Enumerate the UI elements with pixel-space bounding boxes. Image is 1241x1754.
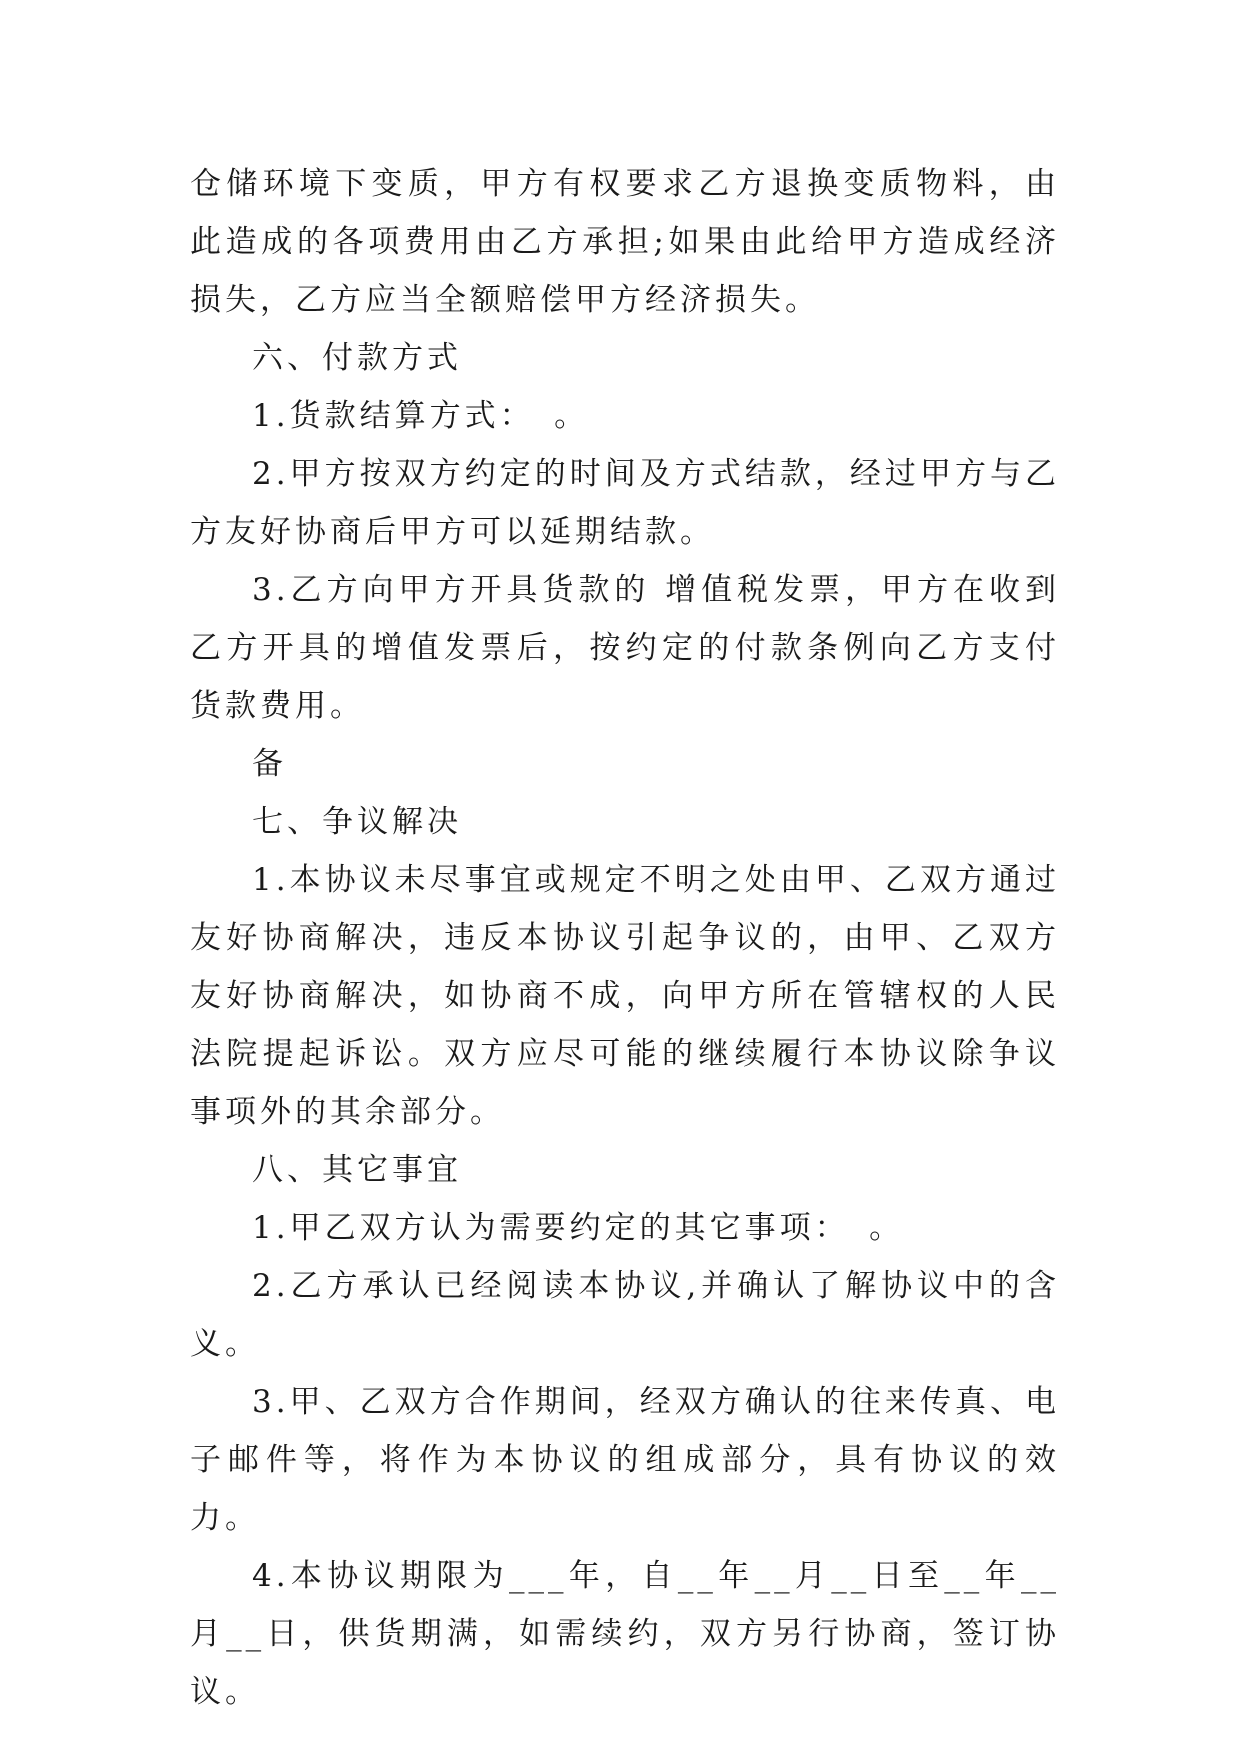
section-8-heading: 八、其它事宜: [252, 1152, 462, 1188]
section-8-item-1: 1.甲乙双方认为需要约定的其它事项： 。: [252, 1210, 905, 1246]
note-paragraph: 备: [252, 746, 287, 782]
document-body: [190, 155, 1060, 1721]
section-6-item-1: 1.货款结算方式： 。: [252, 398, 590, 434]
section-7-heading: 七、争议解决: [252, 804, 462, 840]
section-8-item-3: 3.甲、乙双方合作期间，经双方确认的往来传真、电子邮件等，将作为本协议的组成部分，具有协议的效力。: [190, 1384, 1060, 1536]
section-6-item-2: 2.甲方按双方约定的时间及方式结款，经过甲方与乙方友好协商后甲方可以延期结款。: [190, 456, 1060, 550]
section-7-item-1: 1.本协议未尽事宜或规定不明之处由甲、乙双方通过友好协商解决，违反本协议引起争议的，由甲、乙双方友好协商解决，如协商不成，向甲方所在管辖权的人民法院提起诉讼。双方应尽可能的继续履行本协议除争议事项外的其余部分。: [190, 862, 1060, 1130]
paragraph-continued: 仓储环境下变质，甲方有权要求乙方退换变质物料，由此造成的各项费用由乙方承担;如果由此给甲方造成经济损失，乙方应当全额赔偿甲方经济损失。: [190, 166, 1060, 318]
section-8-item-2: 2.乙方承认已经阅读本协议,并确认了解协议中的含义。: [190, 1268, 1060, 1362]
section-6-item-3: 3.乙方向甲方开具货款的 增值税发票，甲方在收到乙方开具的增值发票后，按约定的付款条例向乙方支付货款费用。: [190, 572, 1060, 724]
section-6-heading: 六、付款方式: [252, 340, 462, 376]
section-8-item-4: 4.本协议期限为___年，自__年__月__日至__年__月__日，供货期满，如需续约，双方另行协商，签订协议。: [190, 1558, 1060, 1710]
